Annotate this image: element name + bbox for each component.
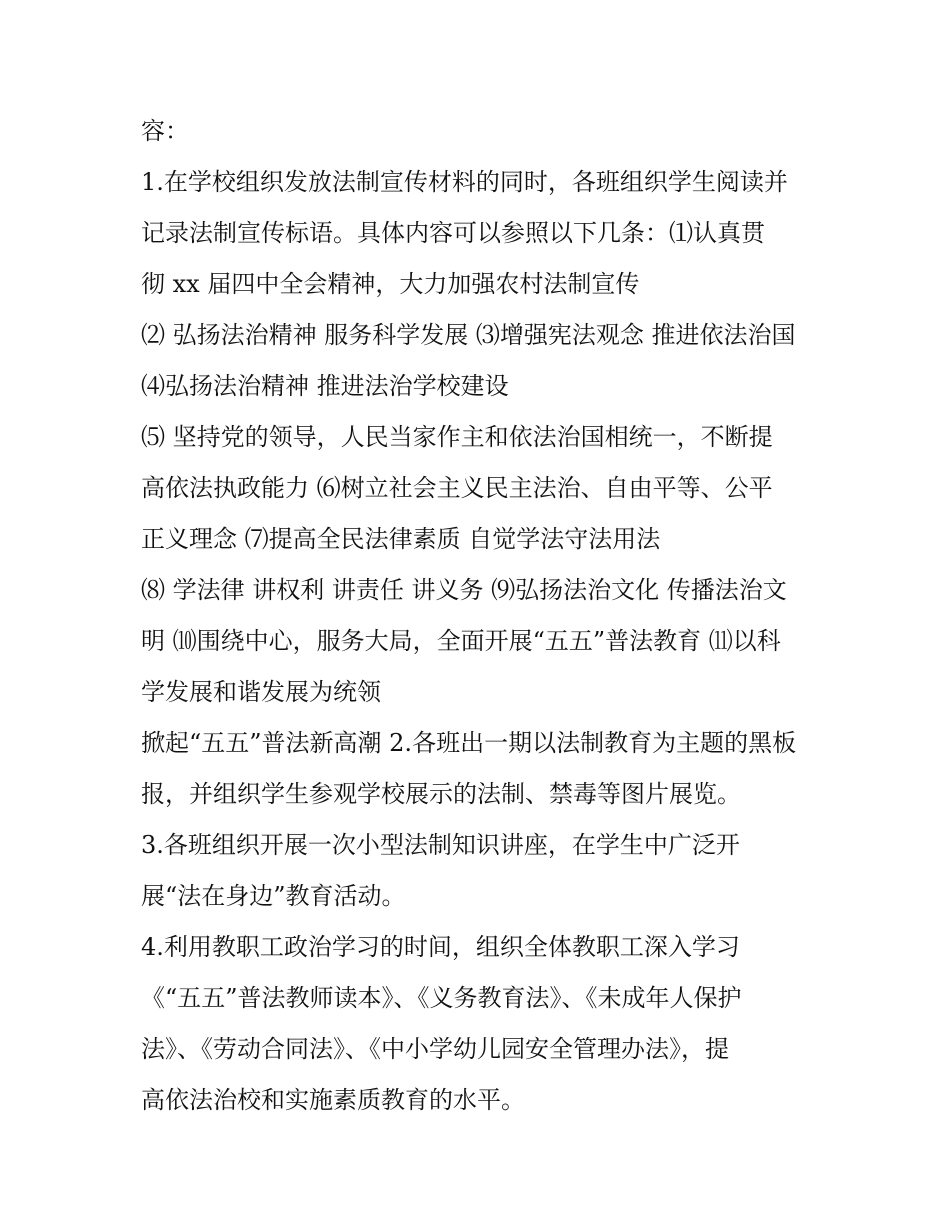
- text-line: 正义理念 ⑺提高全民法律素质 自觉学法守法用法: [141, 525, 661, 553]
- document-body: [141, 106, 821, 1126]
- text-line: 报，并组织学生参观学校展示的法制、禁毒等图片展览。: [141, 780, 741, 808]
- text-line: 法》、《劳动合同法》、《中小学幼儿园安全管理办法》，提: [141, 1035, 729, 1063]
- text-line: ⑷弘扬法治精神 推进法治学校建设: [141, 372, 509, 400]
- text-line: 掀起“五五”普法新高潮 2.各班出一期以法制教育为主题的黑板: [141, 729, 797, 757]
- text-line: 学发展和谐发展为统领: [141, 678, 381, 706]
- text-line: 《“五五”普法教师读本》、《义务教育法》、《未成年人保护: [141, 984, 742, 1012]
- text-line: 1.在学校组织发放法制宣传材料的同时，各班组织学生阅读并: [141, 168, 788, 196]
- text-line: ⑻ 学法律 讲权利 讲责任 讲义务 ⑼弘扬法治文化 传播法治文: [141, 576, 787, 604]
- text-line: 3.各班组织开展一次小型法制知识讲座，在学生中广泛开: [141, 831, 740, 859]
- text-line: 4.利用教职工政治学习的时间，组织全体教职工深入学习: [141, 933, 740, 961]
- text-line: 高依法执政能力 ⑹树立社会主义民主法治、自由平等、公平: [141, 474, 773, 502]
- text-line: 展“法在身边”教育活动。: [141, 882, 406, 910]
- text-line: ⑵ 弘扬法治精神 服务科学发展 ⑶增强宪法观念 推进依法治国: [141, 321, 796, 349]
- text-line: 记录法制宣传标语。具体内容可以参照以下几条：⑴认真贯: [141, 219, 765, 247]
- text-line: 高依法治校和实施素质教育的水平。: [141, 1086, 525, 1114]
- text-line: ⑸ 坚持党的领导，人民当家作主和依法治国相统一，不断提: [141, 423, 773, 451]
- text-line: 容：: [141, 117, 189, 145]
- text-line: 明 ⑽围绕中心，服务大局，全面开展“五五”普法教育 ⑾以科: [141, 627, 781, 655]
- text-line: 彻 xx 届四中全会精神，大力加强农村法制宣传: [141, 270, 640, 298]
